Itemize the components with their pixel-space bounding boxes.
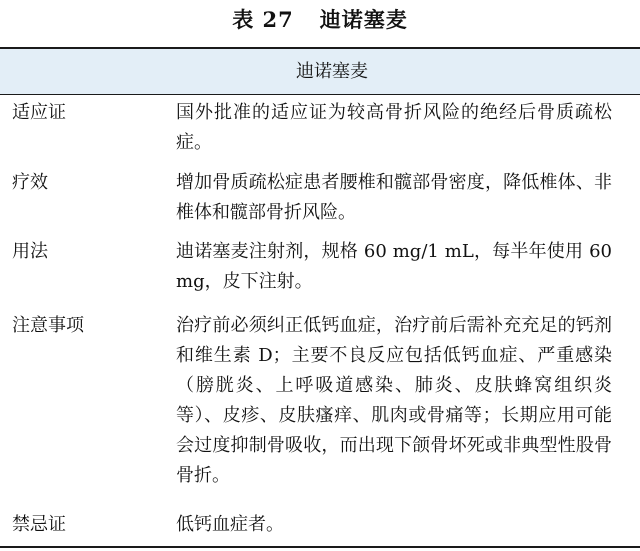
table-caption xyxy=(0,0,640,40)
row-label-efficacy: 疗效 xyxy=(12,172,48,193)
table-header-rule xyxy=(0,94,640,95)
row-label-contraindications: 禁忌证 xyxy=(12,514,66,535)
row-text-indication: 国外批准的适应证为较高骨折风险的绝经后骨质疏松症。 xyxy=(176,102,612,153)
table-column-header: 迪诺塞麦 xyxy=(296,61,368,82)
row-text-usage: 迪诺塞麦注射剂，规格 60 mg/1 mL，每半年使用 60 mg，皮下注射。 xyxy=(176,241,612,292)
row-text-efficacy: 增加骨质疏松症患者腰椎和髋部骨密度，降低椎体、非椎体和髋部骨折风险。 xyxy=(176,172,612,223)
row-text-contraindications: 低钙血症者。 xyxy=(176,514,284,535)
row-label-indication: 适应证 xyxy=(12,102,66,123)
row-label-precautions: 注意事项 xyxy=(12,315,84,336)
table-number: 表 27 xyxy=(232,7,294,32)
table-title: 迪诺塞麦 xyxy=(319,7,408,32)
row-label-usage: 用法 xyxy=(12,241,48,262)
table-bottom-rule xyxy=(0,546,640,548)
row-text-precautions: 治疗前必须纠正低钙血症，治疗前后需补充充足的钙剂和维生素 D；主要不良反应包括低钙血症、严重感染（膀胱炎、上呼吸道感染、肺炎、皮肤蜂窝组织炎等）、皮疹、皮肤瘙痒、肌肉或骨痛等；长期应用可能会过度抑制骨吸收，而出现下颌骨坏死或非典型性股骨骨折。 xyxy=(176,315,612,486)
